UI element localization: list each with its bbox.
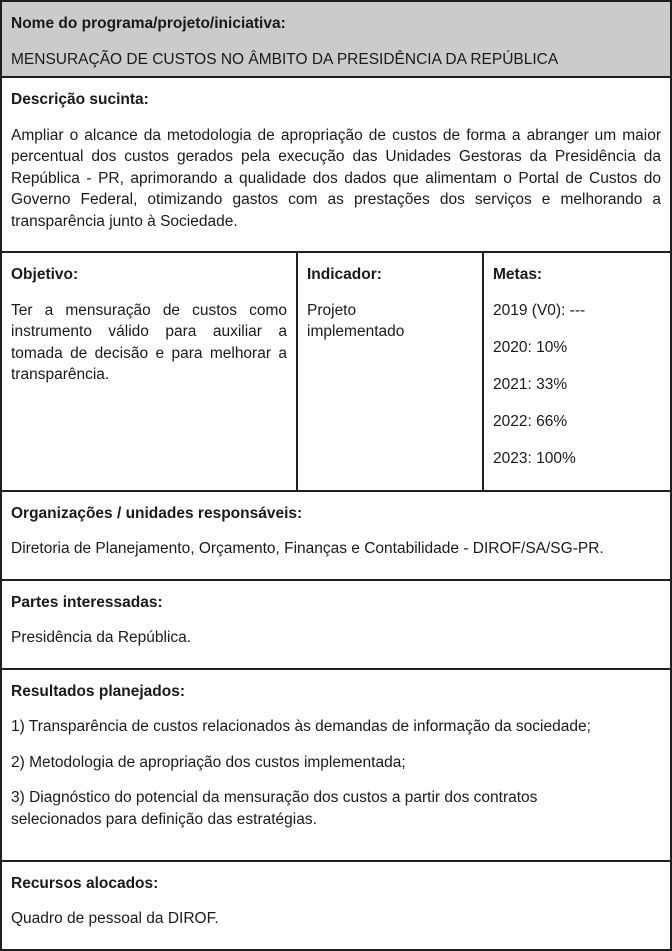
description-label: Descrição sucinta:	[11, 91, 149, 108]
organizations-text: Diretoria de Planejamento, Orçamento, Finanças e Contabilidade - DIROF/SA/SG-PR.	[11, 540, 604, 557]
goals-label: Metas:	[493, 266, 543, 283]
planned-result-item: 1) Transparência de custos relacionados às demandas de informação da sociedade;	[11, 718, 591, 735]
stakeholders-text: Presidência da República.	[11, 629, 192, 646]
goal-item: 2021: 33%	[493, 375, 568, 393]
planned-results-cell	[1, 669, 671, 861]
organizations-label: Organizações / unidades responsáveis:	[11, 504, 303, 522]
resources-cell	[1, 861, 671, 950]
stakeholders-cell	[1, 580, 671, 669]
objective-cell	[1, 252, 297, 491]
objective-label: Objetivo:	[11, 266, 79, 283]
resources-label: Recursos alocados:	[11, 874, 159, 892]
program-name-cell	[1, 1, 671, 77]
indicator-label: Indicador:	[307, 266, 382, 283]
goal-item: 2019 (V0): ---	[493, 301, 586, 319]
objective-text: Ter a mensuração de custos como instrumento válido para auxiliar a tomada de decisão e para melhorar a transparência.	[11, 301, 287, 383]
goal-item: 2023: 100%	[493, 449, 576, 467]
planned-result-item: 2) Metodologia de apropriação dos custos implementada;	[11, 753, 406, 771]
program-name-label: Nome do programa/projeto/iniciativa:	[11, 15, 286, 32]
goal-item: 2022: 66%	[493, 412, 568, 430]
goals-cell	[483, 252, 671, 491]
goal-item: 2020: 10%	[493, 338, 568, 356]
organizations-cell	[1, 491, 671, 580]
program-name-value: MENSURAÇÃO DE CUSTOS NO ÂMBITO DA PRESIDÊNCIA DA REPÚBLICA	[11, 50, 559, 68]
resources-text: Quadro de pessoal da DIROF.	[11, 910, 219, 927]
planned-result-item: 3) Diagnóstico do potencial da mensuração dos custos a partir dos contratos selecionados para definição das estratégias.	[11, 789, 538, 828]
indicator-cell	[297, 252, 483, 491]
planned-results-label: Resultados planejados:	[11, 682, 185, 700]
stakeholders-label: Partes interessadas:	[11, 593, 163, 611]
description-cell	[1, 77, 671, 252]
indicator-text: Projeto implementado	[307, 301, 405, 340]
description-text: Ampliar o alcance da metodologia de apropriação de custos de forma a abranger um maior percentual dos custos gerados pela execução das Unidades Gestoras da Presidência da República - PR, aprimorando a qualidade dos dados que alimentam o Portal de Custos do Governo Federal, otimizando gastos com as prestações dos serviços e melhorando a transparência junto à Sociedade.	[11, 126, 662, 230]
